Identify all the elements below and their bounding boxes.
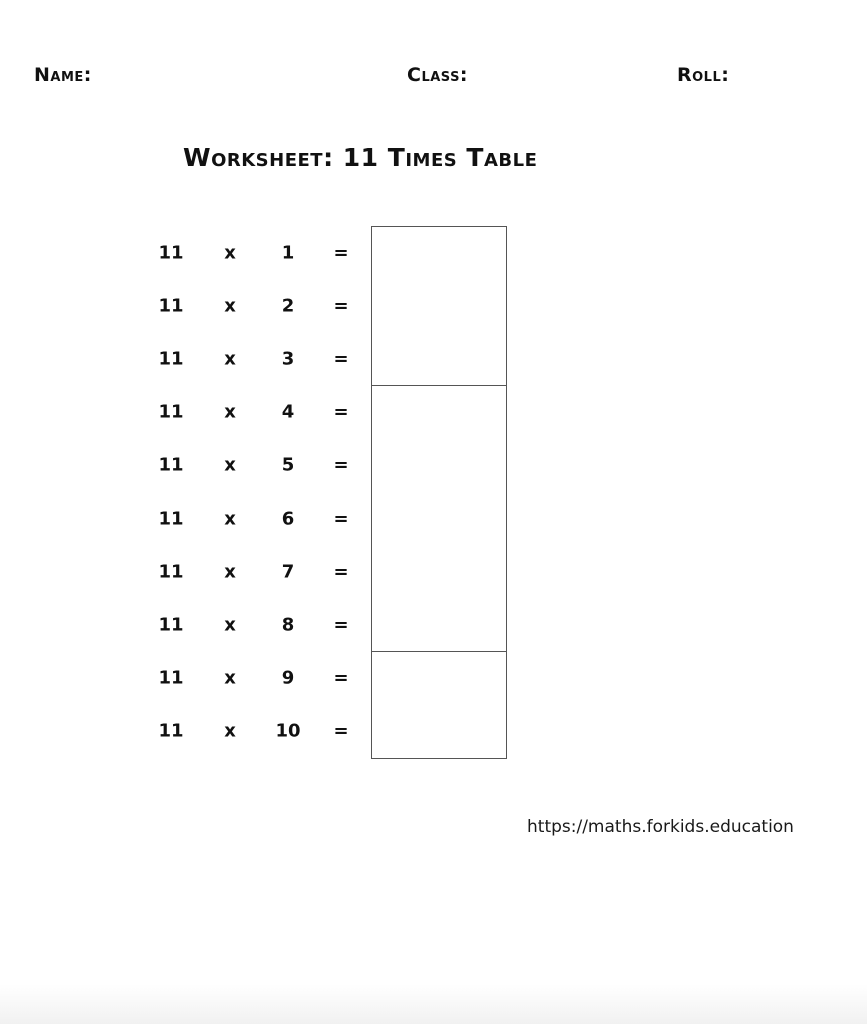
multiplier-number: 6 xyxy=(281,508,295,530)
multiply-sign: x xyxy=(224,561,236,583)
base-number: 11 xyxy=(158,508,184,530)
multiplier-number: 8 xyxy=(281,614,295,636)
page-edge-shadow xyxy=(0,984,867,1024)
footer-url: https://maths.forkids.education xyxy=(527,817,794,837)
equals-sign: = xyxy=(333,242,349,264)
table-row xyxy=(0,492,867,545)
class-label: Class: xyxy=(407,64,469,86)
equals-sign: = xyxy=(333,667,349,689)
multiplier-number: 2 xyxy=(281,295,295,317)
base-number: 11 xyxy=(158,667,184,689)
multiply-sign: x xyxy=(224,667,236,689)
answer-box[interactable] xyxy=(371,598,507,652)
answer-box[interactable] xyxy=(371,492,507,546)
worksheet-title: Worksheet: 11 Times Table xyxy=(183,143,538,172)
table-row xyxy=(0,705,867,758)
multiply-sign: x xyxy=(224,348,236,370)
multiplier-number: 7 xyxy=(281,561,295,583)
base-number: 11 xyxy=(158,401,184,423)
answer-box[interactable] xyxy=(371,279,507,333)
equals-sign: = xyxy=(333,454,349,476)
table-row xyxy=(0,652,867,705)
table-row xyxy=(0,279,867,332)
table-row xyxy=(0,386,867,439)
table-row xyxy=(0,598,867,651)
answer-box[interactable] xyxy=(371,545,507,599)
table-row xyxy=(0,439,867,492)
equals-sign: = xyxy=(333,614,349,636)
roll-label: Roll: xyxy=(677,64,730,86)
base-number: 11 xyxy=(158,242,184,264)
table-row xyxy=(0,226,867,279)
base-number: 11 xyxy=(158,614,184,636)
base-number: 11 xyxy=(158,295,184,317)
answer-box[interactable] xyxy=(371,439,507,493)
answer-box[interactable] xyxy=(371,226,507,280)
answer-box[interactable] xyxy=(371,332,507,386)
multiplier-number: 4 xyxy=(281,401,295,423)
multiply-sign: x xyxy=(224,508,236,530)
table-row xyxy=(0,332,867,385)
multiplier-number: 3 xyxy=(281,348,295,370)
equals-sign: = xyxy=(333,348,349,370)
equals-sign: = xyxy=(333,561,349,583)
equals-sign: = xyxy=(333,720,349,742)
answer-box[interactable] xyxy=(371,386,507,440)
multiplier-number: 1 xyxy=(281,242,295,264)
equals-sign: = xyxy=(333,295,349,317)
base-number: 11 xyxy=(158,454,184,476)
multiplier-number: 9 xyxy=(281,667,295,689)
base-number: 11 xyxy=(158,720,184,742)
equals-sign: = xyxy=(333,401,349,423)
base-number: 11 xyxy=(158,561,184,583)
base-number: 11 xyxy=(158,348,184,370)
answer-box[interactable] xyxy=(371,705,507,759)
multiplier-number: 5 xyxy=(281,454,295,476)
multiply-sign: x xyxy=(224,720,236,742)
multiply-sign: x xyxy=(224,401,236,423)
table-row xyxy=(0,545,867,598)
multiply-sign: x xyxy=(224,454,236,476)
name-label: Name: xyxy=(34,64,92,86)
equals-sign: = xyxy=(333,508,349,530)
answer-box[interactable] xyxy=(371,652,507,706)
multiply-sign: x xyxy=(224,614,236,636)
times-table xyxy=(0,226,867,758)
multiply-sign: x xyxy=(224,242,236,264)
multiplier-number: 10 xyxy=(275,720,301,742)
multiply-sign: x xyxy=(224,295,236,317)
